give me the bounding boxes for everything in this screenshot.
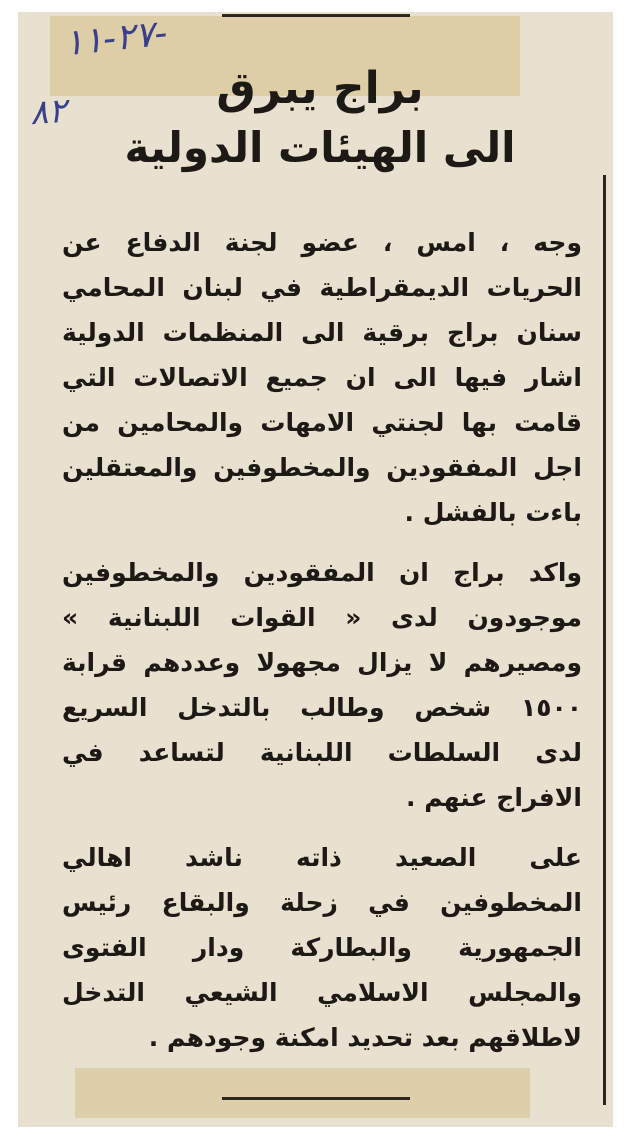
text-line: لدى السلطات اللبنانية لتساعد في <box>62 738 582 767</box>
paragraph-2 <box>62 550 582 820</box>
text-line: والمجلس الاسلامي الشيعي التدخل <box>62 978 582 1007</box>
text-line: اشار فيها الى ان جميع الاتصالات التي <box>62 363 582 392</box>
text-line: ومصيرهم لا يزال مجهولا وعددهم قرابة <box>62 648 582 677</box>
text-line: باءت بالفشل . <box>404 498 582 527</box>
column-rule <box>603 175 606 1105</box>
text-line: لاطلاقهم بعد تحديد امكنة وجودهم . <box>148 1023 582 1052</box>
text-line: الحريات الديمقراطية في لبنان المحامي <box>62 273 582 302</box>
text-line: على الصعيد ذاته ناشد اهالي <box>62 843 582 872</box>
text-line: الافراج عنهم . <box>406 783 582 812</box>
article-body <box>62 220 582 1060</box>
text-line: المخطوفين في زحلة والبقاع رئيس <box>62 888 582 917</box>
handwritten-page-number: ٨٢ <box>28 90 68 134</box>
headline-line-1: براج يبرق <box>216 63 424 114</box>
paragraph-3 <box>62 835 582 1060</box>
text-line: ١٥٠٠ شخص وطالب بالتدخل السريع <box>62 693 582 722</box>
text-line: وجه ، امس ، عضو لجنة الدفاع عن <box>62 228 582 257</box>
headline <box>80 60 560 178</box>
text-line: سنان براج برقية الى المنظمات الدولية <box>62 318 582 347</box>
top-rule <box>222 14 410 17</box>
text-line: واكد براج ان المفقودين والمخطوفين <box>62 558 582 587</box>
text-line: قامت بها لجنتي الامهات والمحامين من <box>62 408 582 437</box>
handwritten-date: ٢٧-١١- <box>62 12 170 65</box>
text-line: موجودون لدى « القوات اللبنانية » <box>62 603 582 632</box>
text-line: اجل المفقودين والمخطوفين والمعتقلين <box>62 453 582 482</box>
tape-strip-bottom <box>75 1068 530 1118</box>
bottom-rule <box>222 1097 410 1100</box>
headline-line-2: الى الهيئات الدولية <box>124 123 516 172</box>
text-line: الجمهورية والبطاركة ودار الفتوى <box>62 933 582 962</box>
paragraph-1 <box>62 220 582 535</box>
